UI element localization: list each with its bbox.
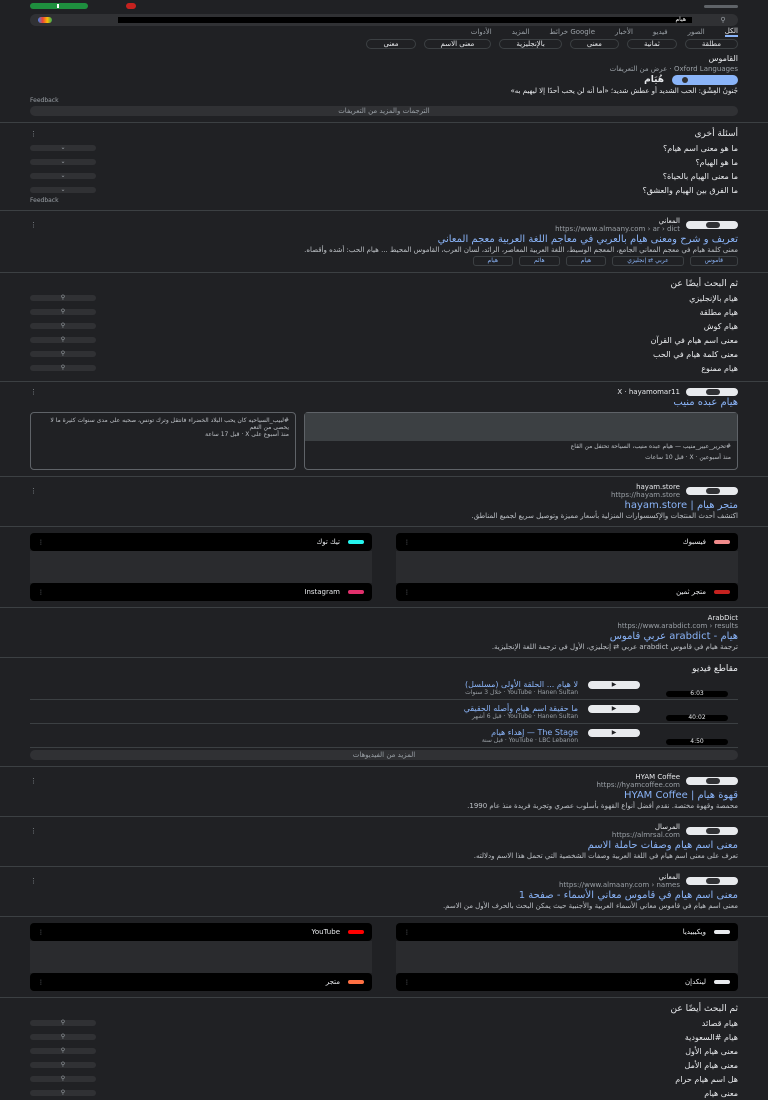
paa-question[interactable]	[30, 155, 738, 169]
site-favicon-icon	[686, 221, 738, 229]
more-options-icon[interactable]: ⋮	[38, 978, 44, 986]
result-snippet: تعرف على معنى اسم هيام في اللغة العربية وصفات الشخصية التي تحمل هذا الاسم ودلالته.	[473, 852, 738, 860]
feedback-link[interactable]: Feedback	[30, 97, 59, 104]
social-name: متجر	[325, 978, 340, 986]
related-title-text: ثم البحث أيضًا عن	[670, 279, 738, 289]
chevron-down-icon[interactable]: ⌄	[30, 187, 96, 193]
more-options-icon[interactable]: ⋮	[30, 221, 37, 229]
result-snippet: ترجمة هيام في قاموس arabdict عربي ⇄ إنجليزي، الأول في ترجمة اللغة الإنجليزية.	[491, 643, 738, 651]
tweet-carousel	[30, 412, 738, 470]
paa-question-text: ما الفرق بين الهيام والعشق؟	[642, 185, 738, 195]
result-site: المعاني	[658, 873, 680, 881]
related-title	[30, 279, 738, 289]
more-options-icon[interactable]: ⋮	[404, 588, 410, 596]
search-icon: ⚲	[30, 1062, 96, 1068]
social-profile-link[interactable]	[396, 923, 738, 941]
result-site: المعاني	[658, 217, 680, 225]
divider	[0, 997, 768, 998]
video-item[interactable]	[30, 724, 738, 748]
social-column	[396, 923, 738, 991]
video-thumbnail[interactable]	[588, 703, 738, 721]
tab-news[interactable]: الأخبار	[615, 28, 633, 36]
profile-preview	[396, 551, 738, 583]
tab-images[interactable]: الصور	[687, 28, 705, 36]
tweet-image	[305, 413, 737, 441]
result-header[interactable]	[30, 388, 738, 396]
divider	[0, 657, 768, 658]
video-title[interactable]: لا هيام ... الحلقة الأولى (مسلسل)	[465, 679, 578, 689]
linkedin-icon	[714, 980, 730, 984]
search-result	[0, 217, 768, 266]
social-profile-link[interactable]	[30, 923, 372, 941]
filter-chip[interactable]: ثمانية	[627, 39, 677, 49]
search-input[interactable]: هيام	[118, 17, 692, 23]
wikipedia-icon	[714, 930, 730, 934]
divider	[0, 816, 768, 817]
profile-preview	[30, 941, 372, 973]
chevron-down-icon[interactable]: ⌄	[30, 173, 96, 179]
search-icon: ⚲	[30, 309, 96, 315]
result-title-link[interactable]: متجر هيام | hayam.store	[624, 500, 738, 511]
result-snippet: اكتشف أحدث المنتجات والإكسسوارات المنزلية بأسعار مميزة وتوصيل سريع لجميع المناطق.	[471, 512, 738, 520]
related-search-item[interactable]	[30, 1044, 738, 1058]
paa-question[interactable]	[30, 141, 738, 155]
result-title-link[interactable]: معنى اسم هيام في قاموس معاني الأسماء - صفحة 1	[518, 890, 738, 901]
videos-title	[30, 664, 738, 674]
related-search-item[interactable]	[30, 1072, 738, 1086]
more-options-icon[interactable]: ⋮	[30, 827, 37, 835]
dictionary-word: هُيَام	[644, 75, 664, 85]
video-info	[30, 704, 578, 720]
result-url: https://www.almaany.com › names	[559, 881, 680, 889]
more-options-icon[interactable]: ⋮	[30, 777, 37, 785]
result-url: https://hayam.store	[611, 491, 680, 499]
filter-chip[interactable]: بالإنجليزية	[499, 39, 562, 49]
filter-chips	[0, 38, 738, 50]
video-item[interactable]	[30, 676, 738, 700]
store-icon	[348, 980, 364, 984]
search-icon: ⚲	[30, 1090, 96, 1096]
people-also-ask	[0, 129, 768, 204]
social-name: Instagram	[304, 588, 340, 596]
twitter-title-link[interactable]: هيام عبده منيب	[673, 397, 738, 408]
dictionary-word-row	[30, 75, 738, 85]
tweet-card[interactable]	[304, 412, 738, 470]
more-options-icon[interactable]: ⋮	[30, 130, 37, 138]
tab-all[interactable]: الكل	[724, 27, 738, 35]
related-search-text: هيام كوش	[703, 321, 738, 331]
tweet-text: #تحرير_عبير_منيب — هيام عبده منيب، السياحة تحتفل من القاع	[570, 443, 731, 450]
search-icon: ⚲	[30, 351, 96, 357]
profile-preview	[396, 941, 738, 973]
social-name: ويكيبيديا	[682, 928, 706, 936]
social-profiles	[0, 923, 768, 991]
social-profile-link[interactable]	[396, 533, 738, 551]
result-header[interactable]	[30, 483, 738, 499]
video-title[interactable]: ما حقيقة اسم هيام وأصله الحقيقي	[463, 703, 578, 713]
result-title-link[interactable]: تعريف و شرح ومعنى هيام بالعربي في معاجم اللغة العربية معجم المعاني	[437, 234, 738, 245]
site-favicon-icon	[686, 777, 738, 785]
related-search-text: هيام ممنوع	[701, 363, 738, 373]
chevron-down-icon[interactable]: ⌄	[30, 159, 96, 165]
tab-tools[interactable]: الأدوات	[470, 28, 492, 36]
search-icon: ⚲	[30, 337, 96, 343]
result-title-link[interactable]: هيام - arabdict عربي قاموس	[609, 631, 738, 642]
search-bar[interactable]	[30, 14, 738, 26]
tab-more[interactable]: المزيد	[511, 28, 530, 36]
video-duration: 4:50	[666, 739, 728, 745]
search-result	[0, 873, 768, 910]
social-name: فيسبوك	[682, 538, 706, 546]
result-tag[interactable]: عربي ⇄ إنجليزي	[612, 256, 683, 266]
paa-header	[30, 129, 738, 139]
video-results	[0, 664, 768, 760]
social-profile-link[interactable]	[30, 583, 372, 601]
more-options-icon[interactable]: ⋮	[30, 388, 37, 396]
more-options-icon[interactable]: ⋮	[404, 928, 410, 936]
facebook-icon	[714, 540, 730, 544]
profile-preview	[30, 551, 372, 583]
more-options-icon[interactable]: ⋮	[30, 877, 37, 885]
search-icon: ⚲	[30, 365, 96, 371]
result-tag[interactable]: هيام	[473, 256, 514, 266]
related-title-text: ثم البحث أيضًا عن	[670, 1004, 738, 1014]
store-icon	[714, 590, 730, 594]
site-favicon-icon	[686, 487, 738, 495]
related-search-item[interactable]	[30, 1086, 738, 1100]
social-profile-link[interactable]	[396, 973, 738, 991]
video-info	[30, 680, 578, 696]
divider	[0, 122, 768, 123]
play-icon[interactable]: ▶	[588, 729, 640, 737]
divider	[0, 766, 768, 767]
related-search-text: معنى كلمة هيام في الحب	[653, 349, 738, 359]
result-title-link[interactable]: قهوة هيام | HYAM Coffee	[623, 790, 738, 801]
result-header[interactable]	[30, 823, 738, 839]
more-options-icon[interactable]: ⋮	[38, 588, 44, 596]
search-icon[interactable]: ⚲	[720, 16, 726, 24]
tab-videos[interactable]: فيديو	[652, 28, 668, 36]
video-info	[30, 728, 578, 744]
more-options-icon[interactable]: ⋮	[404, 978, 410, 986]
status-bar	[0, 0, 768, 12]
result-url: https://www.arabdict.com › results	[617, 622, 738, 630]
filter-chip[interactable]: مطلقة	[685, 39, 738, 49]
related-title	[30, 1004, 738, 1014]
paa-title: أسئلة أخرى	[694, 129, 738, 139]
search-result	[0, 773, 768, 810]
result-tags	[30, 256, 738, 266]
related-search-item[interactable]	[30, 319, 738, 333]
search-icon: ⚲	[30, 1034, 96, 1040]
social-profile-link[interactable]	[30, 973, 372, 991]
filter-chip[interactable]: معنى الاسم	[424, 39, 492, 49]
divider	[0, 866, 768, 867]
related-search-item[interactable]	[30, 347, 738, 361]
social-column	[30, 533, 372, 601]
youtube-icon	[348, 930, 364, 934]
video-duration: 40:02	[666, 715, 728, 721]
search-icon: ⚲	[30, 1076, 96, 1082]
video-thumbnail[interactable]	[588, 727, 738, 745]
result-header[interactable]	[30, 614, 738, 630]
filter-chip[interactable]: معنى	[570, 39, 619, 49]
social-name: تيك توك	[316, 538, 340, 546]
result-header[interactable]	[30, 773, 738, 789]
related-search-item[interactable]	[30, 1058, 738, 1072]
social-profiles	[0, 533, 768, 601]
dictionary-definition: جُنونُ العِشْق: الحب الشديد أو عطش شديد؛ «أما أنه لن يحب أحدًا إلا ليهيم به»	[510, 87, 738, 95]
x-logo-icon	[686, 388, 738, 396]
related-search-item[interactable]	[30, 305, 738, 319]
site-favicon-icon	[686, 827, 738, 835]
video-item[interactable]	[30, 700, 738, 724]
paa-question-text: ما هو معنى اسم هيام؟	[663, 143, 738, 153]
related-search-text: معنى اسم هيام في القرآن	[650, 335, 738, 345]
signal-indicator	[704, 5, 738, 8]
related-search-text: هل اسم هيام حرام	[675, 1074, 738, 1084]
search-icon: ⚲	[30, 295, 96, 301]
social-column	[30, 923, 372, 991]
related-search-text: هيام قصائد	[701, 1018, 738, 1028]
dictionary-source[interactable]: Oxford Languages · عرض من التعريفات	[609, 65, 738, 73]
related-search-text: هيام بالإنجليزي	[689, 293, 738, 303]
search-result	[0, 614, 768, 651]
feedback-link[interactable]: Feedback	[30, 197, 59, 204]
tab-maps[interactable]: Google خرائط	[549, 28, 595, 36]
site-favicon-icon	[686, 877, 738, 885]
dictionary-heading: القاموس	[708, 54, 738, 63]
result-header[interactable]	[30, 873, 738, 889]
related-search-item[interactable]	[30, 1016, 738, 1030]
video-title[interactable]: The Stage — إهداء هيام	[491, 727, 578, 737]
video-duration: 6:03	[666, 691, 728, 697]
related-search-item[interactable]	[30, 333, 738, 347]
result-site: ArabDict	[707, 614, 738, 622]
chevron-down-icon[interactable]: ⌄	[30, 145, 96, 151]
video-source: YouTube · LBC Lebanon · قبل سنة	[481, 736, 578, 744]
filter-chip[interactable]: معنى	[366, 39, 415, 49]
result-title-link[interactable]: معنى اسم هيام وصفات حاملة الاسم	[587, 840, 738, 851]
more-options-icon[interactable]: ⋮	[30, 487, 37, 495]
result-snippet: معنى كلمة هيام في معجم المعاني الجامع، المعجم الوسيط، اللغة العربية المعاصر، الرائد، لسان العرب، القاموس المحيط ... هيام الحب: أشده وأقصاه.	[304, 246, 738, 254]
social-column	[396, 533, 738, 601]
divider	[0, 916, 768, 917]
related-searches	[0, 279, 768, 375]
search-icon: ⚲	[30, 323, 96, 329]
result-tag[interactable]: هائم	[519, 256, 560, 266]
instagram-icon	[348, 590, 364, 594]
result-tag[interactable]: هيام	[566, 256, 607, 266]
result-url: https://www.almaany.com › ar › dict	[555, 225, 680, 233]
dictionary-panel	[0, 50, 768, 104]
tiktok-icon	[348, 540, 364, 544]
notification-dot	[126, 3, 136, 9]
related-search-text: هيام مطلقة	[699, 307, 738, 317]
divider	[0, 607, 768, 608]
result-tag[interactable]: قاموس	[690, 256, 738, 266]
paa-question[interactable]	[30, 169, 738, 183]
search-tabs	[0, 26, 768, 38]
more-definitions-button[interactable]: الترجمات والمزيد من التعريفات	[30, 106, 738, 116]
paa-question-text: ما هو الهيام؟	[695, 157, 738, 167]
result-snippet: محمصة وقهوة مختصة. نقدم أفضل أنواع القهوة بأسلوب عصري وتجربة فريدة منذ عام 1990.	[467, 802, 738, 810]
divider	[0, 476, 768, 477]
related-search-text: معنى هيام الأول	[685, 1046, 738, 1056]
video-source: YouTube · Hanen Sultan · قبل 6 أشهر	[472, 712, 578, 720]
result-site: HYAM Coffee	[635, 773, 680, 781]
social-name: متجر ثمين	[676, 588, 706, 596]
related-search-text: معنى هيام الأمل	[684, 1060, 738, 1070]
result-url: https://hyamcoffee.com	[596, 781, 680, 789]
result-header[interactable]	[30, 217, 738, 233]
divider	[0, 210, 768, 211]
social-profile-link[interactable]	[396, 583, 738, 601]
related-searches	[0, 1004, 768, 1100]
more-options-icon[interactable]: ⋮	[38, 928, 44, 936]
video-thumbnail[interactable]	[588, 679, 738, 697]
play-icon[interactable]: ▶	[588, 705, 640, 713]
more-options-icon[interactable]: ⋮	[38, 538, 44, 546]
result-url: https://almrsal.com	[611, 831, 680, 839]
related-search-item[interactable]	[30, 361, 738, 375]
twitter-handle: X · hayamomar11	[617, 388, 680, 396]
related-search-text: هيام #السعودية	[684, 1032, 738, 1042]
more-options-icon[interactable]: ⋮	[404, 538, 410, 546]
search-result	[0, 483, 768, 520]
battery-indicator	[30, 3, 88, 9]
related-search-item[interactable]	[30, 1030, 738, 1044]
speaker-icon[interactable]	[672, 75, 738, 85]
search-icon: ⚲	[30, 1020, 96, 1026]
tweet-meta: منذ أسبوعين · X · قبل 10 ساعات	[645, 454, 731, 461]
video-source: YouTube · Hanen Sultan · خلال 3 سنوات	[465, 688, 578, 696]
social-profile-link[interactable]	[30, 533, 372, 551]
more-videos-button[interactable]: المزيد من الفيديوهات	[30, 750, 738, 760]
google-logo-icon[interactable]	[38, 17, 52, 23]
tweet-text: #لبيب_السياحيه كان يحب البلاد الخضراء فانتقل وترك تونس، صحبه على مدى سنوات كثيرة ما لا يحصى من النعم	[50, 417, 289, 431]
related-search-item[interactable]	[30, 291, 738, 305]
tweet-card[interactable]	[30, 412, 296, 470]
search-icon: ⚲	[30, 1048, 96, 1054]
search-result	[0, 823, 768, 860]
related-search-text: معنى هيام	[704, 1088, 738, 1098]
result-site: المرسال	[654, 823, 680, 831]
divider	[0, 526, 768, 527]
videos-title-text: مقاطع فيديو	[692, 664, 738, 674]
divider	[0, 272, 768, 273]
result-snippet: معنى اسم هيام في قاموس معاني الأسماء العربية والأجنبية حيث يمكن البحث بالحرف الأول من الاسم.	[442, 902, 738, 910]
twitter-result	[0, 388, 768, 470]
tweet-meta: منذ أسبوع على X · قبل 17 ساعة	[205, 431, 289, 438]
result-site: hayam.store	[636, 483, 680, 491]
paa-question-text: ما معنى الهيام بالحياة؟	[662, 171, 738, 181]
play-icon[interactable]: ▶	[588, 681, 640, 689]
social-name: YouTube	[311, 928, 340, 936]
paa-question[interactable]	[30, 183, 738, 197]
social-name: لينكدإن	[685, 978, 706, 986]
divider	[0, 381, 768, 382]
